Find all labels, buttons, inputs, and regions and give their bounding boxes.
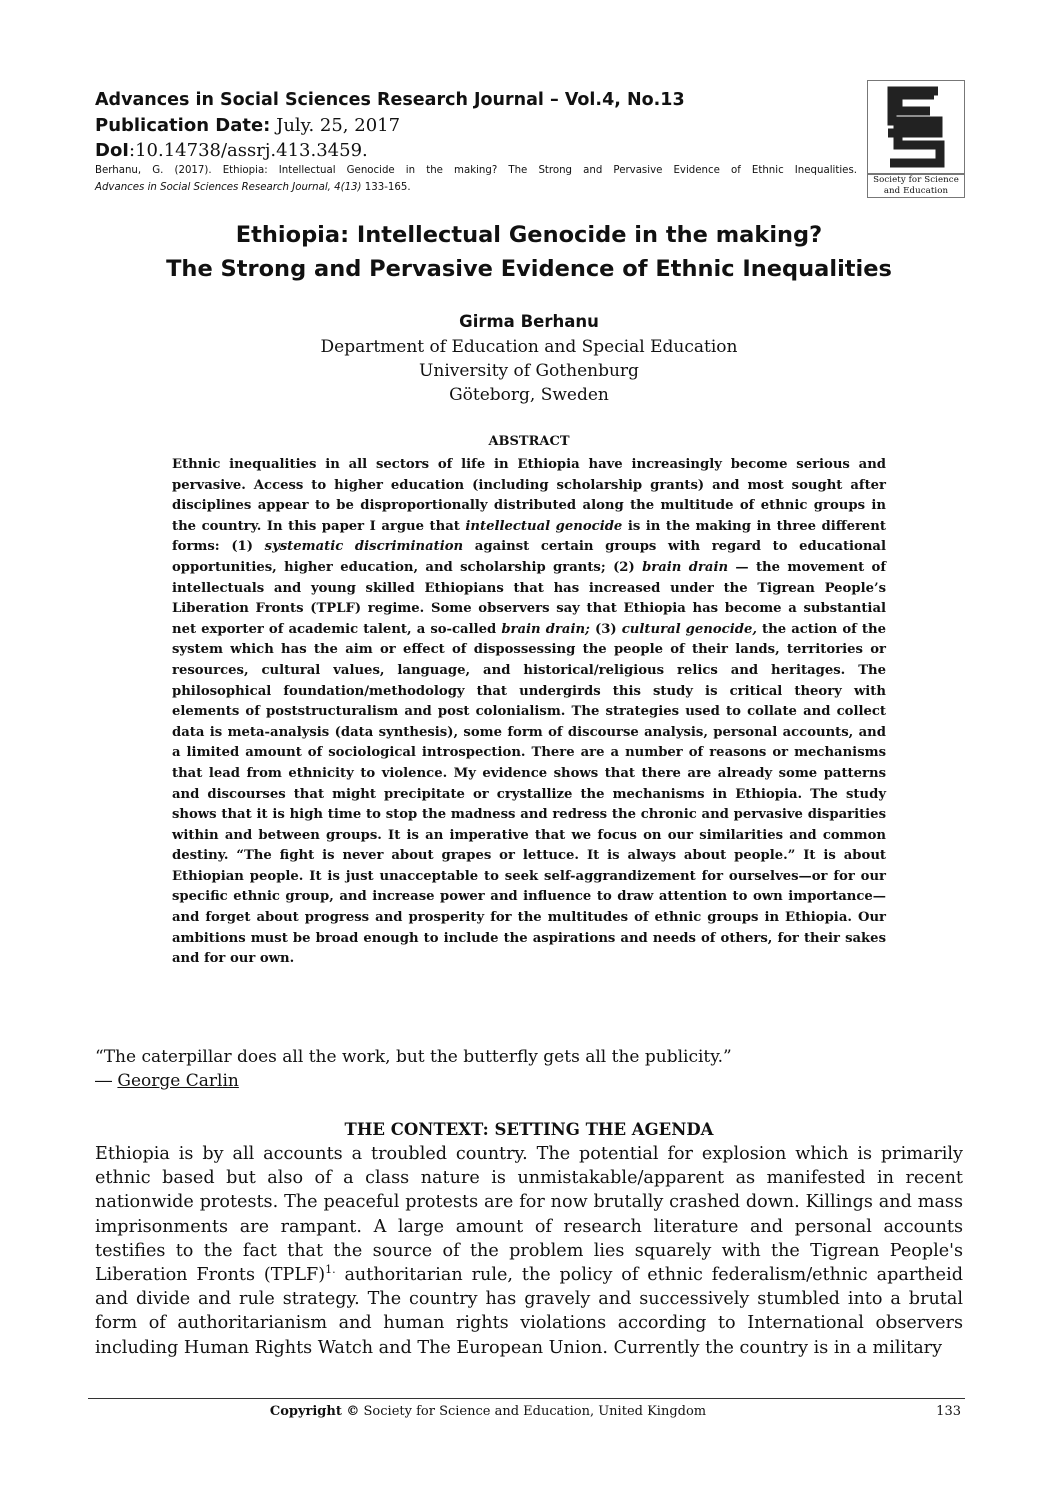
publication-date [95,115,400,136]
copyright-label: Copyright © [269,1404,360,1419]
logo-caption-line2: and Education [883,186,949,196]
logo-letter-e [898,95,934,111]
abstract-heading: ABSTRACT [488,434,570,449]
abstract-text: against certain groups with regard to educational opportunities, higher education, and scholarship grants; (2) [172,539,886,575]
abstract-text: the action of the system which has the aim or effect of dispossessing the people of their lands, territories or resources, cultural values, language, and historical/religious relics and heritages. The philosophical foundation/methodology that undergirds this study is critical theory with elements of poststructuralism and post colonialism. The strategies used to collate and collect data is meta-analysis (data synthesis), some form of discourse analysis, personal accounts, and a limited amount of sociological introspection. There are a number of reasons or mechanisms that lead from ethnicity to violence. My evidence shows that there are already some patterns and discourses that might precipitate or crystallize the mechanisms in Ethiopia. The study shows that it is high time to stop the madness and redress the chronic and pervasive disparities within and between groups. It is an imperative that we focus on our similarities and common destiny. “The fight is never about grapes or lettuce. It is always about people.” It is about Ethiopian people. It is just unacceptable to seek self-aggrandizement for ourselves—or for our specific ethnic group, and increase power and influence to draw attention to own importance—and forget about progress and prosperity for the multitudes of ethnic groups in Ethiopia. Our ambitions must be broad enough to include the aspirations and needs of others, for their sakes and for our own. [172,621,886,967]
author-name: Girma Berhanu [459,312,599,331]
epigraph-attribution [95,1069,732,1093]
author-location: Göteborg, Sweden [449,385,609,405]
abstract-text: — the movement of intellectuals and young skilled Ethiopians that has increased under the Tigrean People’s Liberation Fronts (TPLF) regime. Some observers say that Ethiopia has become a substantial net exporter of academic talent, a so-called [172,559,887,637]
abstract-emphasis: intellectual genocide [465,518,623,534]
abstract-emphasis: brain drain; [501,621,590,637]
abstract-emphasis: systematic discrimination [264,539,464,555]
abstract-emphasis: cultural genocide, [621,621,757,637]
doi-label: DoI [95,140,130,161]
paper-title-line2: The Strong and Pervasive Evidence of Ethnic Inequalities [166,256,892,282]
abstract-text: Ethnic inequalities in all sectors of life in Ethiopia have increasingly become serious and pervasive. Access to higher education (including scholarship grants) and most sought after disciplines appear to be disproportionally distributed along the multitude of ethnic groups in the country. In this paper I argue that [172,457,886,534]
author-department: Department of Education and Special Education [320,337,738,357]
abstract-emphasis: brain drain [642,559,729,575]
journal-title-line: Advances in Social Sciences Research Journal – Vol.4, No.13 [95,90,685,110]
logo-mark-box [867,80,965,174]
publication-date-label: Publication Date: [95,115,271,136]
sse-logo-icon [868,81,964,173]
citation-journal-line [95,182,411,193]
epigraph-dash: ― [95,1071,118,1091]
citation-pages: 133-165. [361,182,411,193]
citation-journal: Advances in Social Sciences Research Journal, 4(13) [95,182,362,193]
epigraph-text: “The caterpillar does all the work, but the butterfly gets all the publicity.” [95,1047,732,1067]
logo-caption-line1: Society for Science [873,175,959,185]
footer-copyright [0,1404,976,1419]
doi-line [95,140,368,161]
section-heading: THE CONTEXT: SETTING THE AGENDA [344,1120,714,1139]
paper-title-line1: Ethiopia: Intellectual Genocide in the making? [235,222,823,248]
author-university: University of Gothenburg [419,361,639,381]
page-number: 133 [936,1404,961,1419]
abstract-text: is in the making in three different forms: (1) [172,518,886,555]
section-text: Ethiopia is by all accounts a troubled country. The potential for explosion which is primarily ethnic based but also of a class nature is unmistakable/apparent as manifested in recent nationwide protests. The peaceful protests are for now brutally crashed down. Killings and mass imprisonments are rampant. A large amount of research literature and personal accounts testifies to the fact that the source of the problem lies squarely with the Tigrean People's Liberation Fronts (TPLF) [95,1144,963,1286]
copyright-text: Society for Science and Education, United Kingdom [359,1404,707,1419]
epigraph-author-link[interactable]: George Carlin [117,1071,239,1091]
citation-line: Berhanu, G. (2017). Ethiopia: Intellectual Genocide in the making? The Strong and Pervasive Evidence of Ethnic Inequalities. [95,165,857,176]
epigraph [95,1045,732,1093]
abstract-text: (3) [589,621,622,637]
logo-caption [867,174,965,198]
footnote-marker[interactable]: 1. [325,1263,336,1277]
abstract-body [172,455,886,970]
doi-value: :10.14738/assrj.413.3459. [129,140,368,161]
publication-date-value: July. 25, 2017 [276,115,401,136]
society-logo [867,80,965,200]
footer-divider [88,1398,965,1399]
section-body [95,1142,963,1360]
section-text: authoritarian rule, the policy of ethnic federalism/ethnic apartheid and divide and rule strategy. The country has gravely and successively stumbled into a brutal form of authoritarianism and human rights violations according to International observers including Human Rights Watch and The European Union. Currently the country is in a military [95,1265,963,1358]
